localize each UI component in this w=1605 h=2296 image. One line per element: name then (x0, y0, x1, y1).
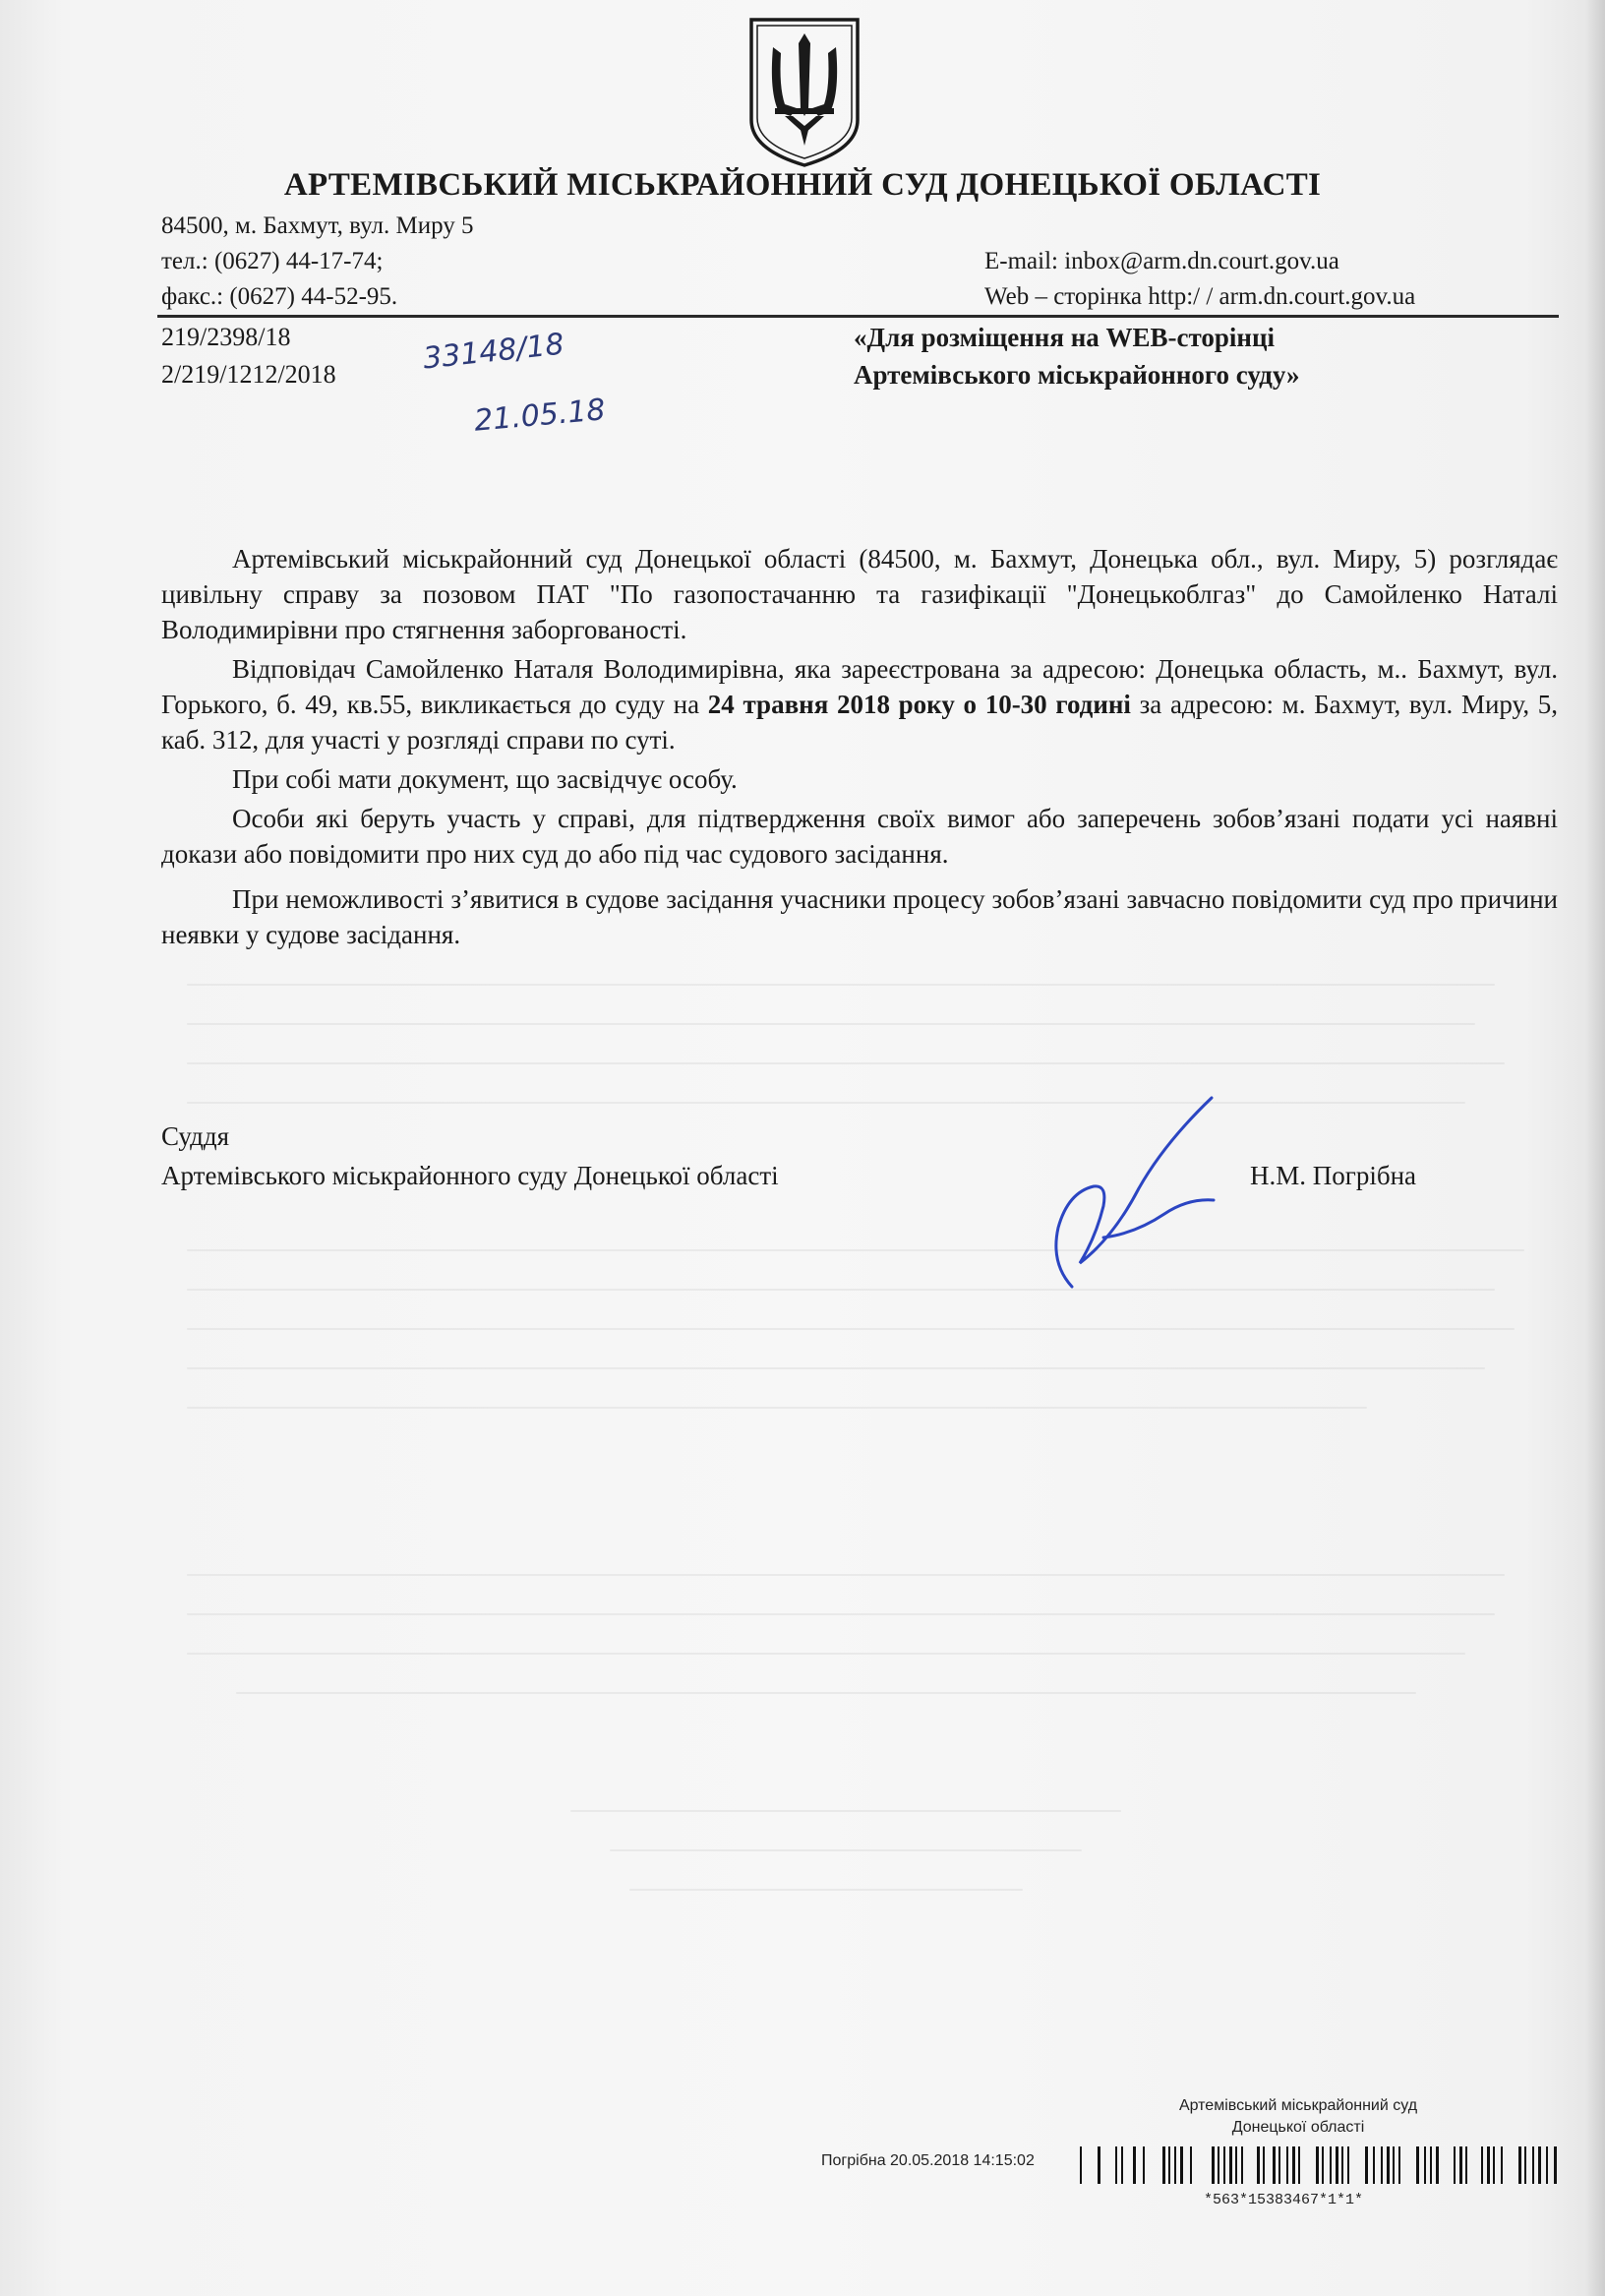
web-note-line-2: Артемівського міськрайонного суду» (854, 360, 1300, 390)
case-number-2: 2/219/1212/2018 (161, 360, 336, 389)
bleed-through-line (187, 1102, 1465, 1104)
stamp-court-line-1: Артемівський міськрайонний суд (1178, 2097, 1418, 2114)
bleed-through-line (610, 1849, 1082, 1851)
bleed-through-line (187, 1249, 1524, 1251)
bleed-through-line (187, 1062, 1505, 1064)
barcode-number: *563*15383467*1*1* (1204, 2192, 1364, 2208)
paragraph-summons (161, 651, 1558, 757)
court-phone: тел.: (0627) 44-17-74; (161, 248, 384, 274)
handwritten-registration-number: 33148/18 (421, 327, 566, 377)
case-number-1: 219/2398/18 (161, 323, 291, 351)
bleed-through-line (187, 1653, 1465, 1655)
judge-name: Н.М. Погрібна (1250, 1161, 1417, 1190)
bleed-through-line (187, 1023, 1475, 1025)
summons-text-end: за адресою: м. Бахмут, вул. Миру, 5, каб. 312, для участі у розгляді справи по суті. (161, 690, 1559, 755)
court-fax: факс.: (0627) 44-52-95. (161, 283, 398, 310)
notice-body (161, 541, 1558, 956)
bleed-through-line (187, 1613, 1495, 1615)
bleed-through-line (187, 1289, 1495, 1291)
bleed-through-line (236, 1692, 1416, 1694)
bleed-through-line (187, 1328, 1515, 1330)
signature-court: Артемівського міськрайонного суду Донецької області (161, 1161, 779, 1190)
court-address: 84500, м. Бахмут, вул. Миру 5 (161, 212, 474, 239)
handwritten-signature (1044, 1090, 1231, 1297)
coat-of-arms-emblem (745, 14, 863, 169)
paragraph-id-document: При собі мати документ, що засвідчує особу. (232, 764, 738, 794)
signature-title: Суддя (161, 1121, 230, 1151)
court-website: Web – сторінка http:/ / arm.dn.court.gov.ua (984, 283, 1416, 310)
bleed-through-line (629, 1889, 1023, 1891)
bleed-through-line (187, 1407, 1367, 1409)
bleed-through-line (187, 1574, 1505, 1576)
paragraph-absence: При неможливості з’явитися в судове засідання учасники процесу зобов’язані завчасно повідомити суд про причини неявки у судове засідання. (161, 884, 1558, 949)
hearing-date-time: 24 травня 2018 року о 10-30 годині (707, 690, 1131, 719)
bleed-through-line (570, 1810, 1121, 1812)
web-publication-note (854, 319, 1300, 393)
scan-edge-shadow (1585, 0, 1605, 2296)
court-email: E-mail: inbox@arm.dn.court.gov.ua (984, 248, 1339, 274)
bleed-through-line (187, 1367, 1485, 1369)
paragraph-evidence: Особи які беруть участь у справі, для підтвердження своїх вимог або заперечень зобов’язані подати усі наявні докази або повідомити про них суд до або під час судового засідання. (161, 804, 1558, 869)
court-name-heading: АРТЕМІВСЬКИЙ МІСЬКРАЙОННИЙ СУД ДОНЕЦЬКОЇ ОБЛАСТІ (283, 167, 1322, 203)
barcode (1080, 2145, 1562, 2186)
bleed-through-line (187, 984, 1495, 986)
header-divider (157, 315, 1559, 318)
registration-stamp-court (1151, 2095, 1446, 2139)
stamp-court-line-2: Донецької області (1231, 2119, 1365, 2136)
handwritten-registration-date: 21.05.18 (472, 393, 607, 439)
paragraph-case: Артемівський міськрайонний суд Донецької області (84500, м. Бахмут, Донецька обл., вул. Миру, 5) розглядає цивільну справу за позовом ПАТ "По газопостачанню та газифікації "Донецькоблгаз" до Самойленко Наталі Володимирівни про стягнення заборгованості. (161, 544, 1558, 644)
summons-text-start: Відповідач Самойленко Наталя Володимирівна, яка зареєстрована за адресою: Донецька область, м.. Бахмут, вул. Горького, б. 49, кв.55, викликається до суду на (161, 654, 1558, 719)
registration-stamp-meta: Погрібна 20.05.2018 14:15:02 (821, 2152, 1035, 2169)
web-note-line-1: «Для розміщення на WEB-сторінці (854, 323, 1276, 352)
